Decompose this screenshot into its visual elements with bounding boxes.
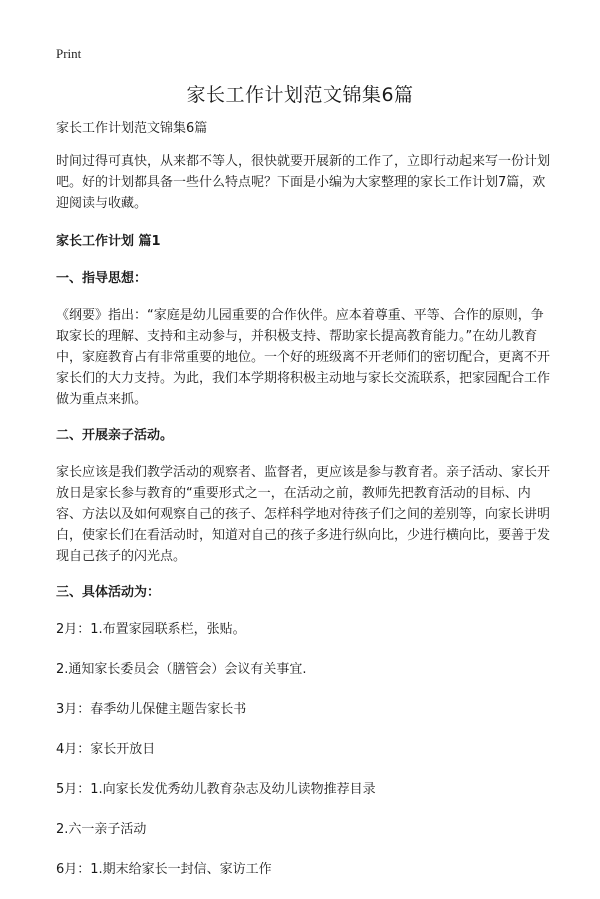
section-heading-parent-child-activities: 二、开展亲子活动。 (56, 428, 174, 443)
intro-paragraph: 时间过得可真快，从来都不等人，很快就要开展新的工作了，立即行动起来写一份计划吧。好的计划都具备一些什么特点呢？下面是小编为大家整理的家长工作计划7篇，欢迎阅读与收藏。 (56, 154, 551, 211)
page-title: 家长工作计划范文锦集6篇 (186, 84, 414, 106)
list-item: 5月：1.向家长发优秀幼儿教育杂志及幼儿读物推荐目录 (56, 782, 376, 797)
list-item: 3月：春季幼儿保健主题告家长书 (56, 702, 247, 717)
list-item: 2月：1.布置家园联系栏，张贴。 (56, 622, 246, 637)
section-body-guiding-principle: 《纲要》指出：“家庭是幼儿园重要的合作伙伴。应本着尊重、平等、合作的原则，争取家长的理解、支持和主动参与，并积极支持、帮助家长提高教育能力。”在幼儿教育中，家庭教育占有非常重要的地位。一个好的班级离不开老师们的密切配合，更离不开家长们的大力支持。为此，我们本学期将积极主动地与家长交流联系，把家园配合工作做为重点来抓。 (56, 308, 551, 407)
document-body (56, 118, 550, 899)
print-link[interactable]: Print (56, 46, 82, 61)
section-body-parent-child-activities: 家长应该是我们教学活动的观察者、监督者，更应该是参与教育者。亲子活动、家长开放日是家长参与教育的“重要形式之一，在活动之前，教师先把教育活动的目标、内容、方法以及如何观察自己的孩子、怎样科学地对待孩子们之间的差别等，向家长讲明白，使家长们在看活动时，知道对自己的孩子多进行纵向比，少进行横向比，要善于发现自己孩子的闪光点。 (56, 465, 551, 564)
list-item: 2.六一亲子活动 (56, 822, 147, 837)
article-heading: 家长工作计划 篇1 (56, 234, 161, 249)
section-heading-guiding-principle: 一、指导思想： (56, 271, 148, 286)
activity-schedule-list (56, 619, 550, 880)
section-heading-specific-activities: 三、具体活动为： (56, 585, 161, 600)
list-item: 6月：1.期末给家长一封信、家访工作 (56, 862, 272, 877)
document-subtitle: 家长工作计划范文锦集6篇 (56, 121, 208, 136)
list-item: 2.通知家长委员会（膳管会）会议有关事宜. (56, 662, 307, 677)
list-item: 4月：家长开放日 (56, 742, 156, 757)
